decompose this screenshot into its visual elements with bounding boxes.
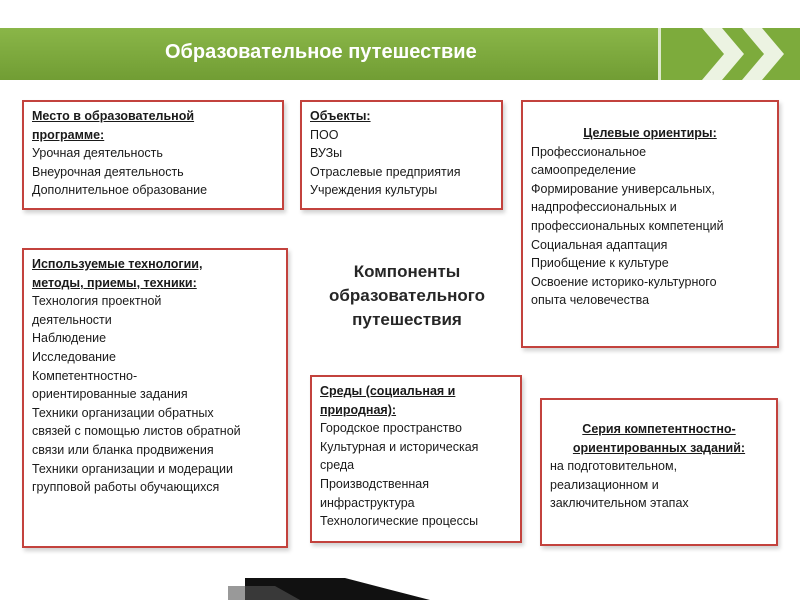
box-title: Место в образовательной xyxy=(32,109,195,123)
chevron-arrows-icon xyxy=(662,28,800,80)
box-title: методы, приемы, техники: xyxy=(32,275,197,290)
box-target-goals xyxy=(521,100,779,348)
list-item: Культурная и историческая xyxy=(320,439,479,454)
list-item: Освоение историко-культурного xyxy=(531,274,717,289)
box-title: программе: xyxy=(32,127,105,142)
box-title: Целевые ориентиры: xyxy=(583,126,717,140)
box-environments xyxy=(310,375,522,543)
page-title: Образовательное путешествие xyxy=(165,41,477,63)
center-label-line: образовательного xyxy=(329,286,485,305)
list-item: связей с помощью листов обратной xyxy=(32,424,241,439)
list-item: ВУЗы xyxy=(310,146,343,161)
box-title: Объекты: xyxy=(310,109,371,123)
list-item: Техники организации и модерации xyxy=(32,461,233,476)
list-item: заключительном этапах xyxy=(550,496,689,511)
box-title: Среды (социальная и xyxy=(320,384,456,398)
box-technologies xyxy=(22,248,288,548)
list-item: групповой работы обучающихся xyxy=(32,480,220,495)
list-item: Технологические процессы xyxy=(320,514,479,529)
box-objects xyxy=(300,100,503,210)
list-item: Компетентностно- xyxy=(32,368,138,383)
list-item: инфраструктура xyxy=(320,495,415,510)
center-label xyxy=(296,260,518,332)
list-item: Отраслевые предприятия xyxy=(310,164,461,179)
list-item: среда xyxy=(320,458,355,473)
list-item: Исследование xyxy=(32,349,116,364)
list-item: на подготовительном, xyxy=(550,459,678,474)
box-place-in-program xyxy=(22,100,284,210)
list-item: Профессиональное xyxy=(531,144,647,159)
header-separator xyxy=(658,28,661,80)
list-item: Формирование универсальных, xyxy=(531,181,715,196)
header-bar xyxy=(0,28,800,80)
box-title: Используемые технологии, xyxy=(32,257,203,271)
box-title: Серия компетентностно- xyxy=(582,422,736,436)
list-item: ориентированные задания xyxy=(32,387,188,402)
list-item: самоопределение xyxy=(531,163,637,178)
list-item: Дополнительное образование xyxy=(32,183,208,198)
list-item: связи или бланка продвижения xyxy=(32,442,214,457)
list-item: Наблюдение xyxy=(32,331,107,346)
center-label-line: Компоненты xyxy=(353,262,461,281)
list-item: Учреждения культуры xyxy=(310,183,438,198)
list-item: Внеурочная деятельность xyxy=(32,164,184,179)
list-item: реализационном и xyxy=(550,477,659,492)
list-item: Производственная xyxy=(320,476,430,491)
list-item: Социальная адаптация xyxy=(531,237,668,252)
list-item: Технология проектной xyxy=(32,294,162,309)
box-title: природная): xyxy=(320,402,397,417)
footer-wedge xyxy=(0,572,800,600)
list-item: Городское пространство xyxy=(320,421,462,436)
list-item: Приобщение к культуре xyxy=(531,256,669,271)
box-task-series xyxy=(540,398,778,546)
box-title: ориентированных заданий: xyxy=(572,440,746,455)
list-item: надпрофессиональных и xyxy=(531,200,677,215)
list-item: деятельности xyxy=(32,312,112,327)
list-item: ПОО xyxy=(310,127,339,142)
center-label-line: путешествия xyxy=(352,310,462,329)
list-item: опыта человечества xyxy=(531,293,650,308)
list-item: Урочная деятельность xyxy=(32,146,163,161)
list-item: профессиональных компетенций xyxy=(531,218,724,233)
list-item: Техники организации обратных xyxy=(32,405,214,420)
